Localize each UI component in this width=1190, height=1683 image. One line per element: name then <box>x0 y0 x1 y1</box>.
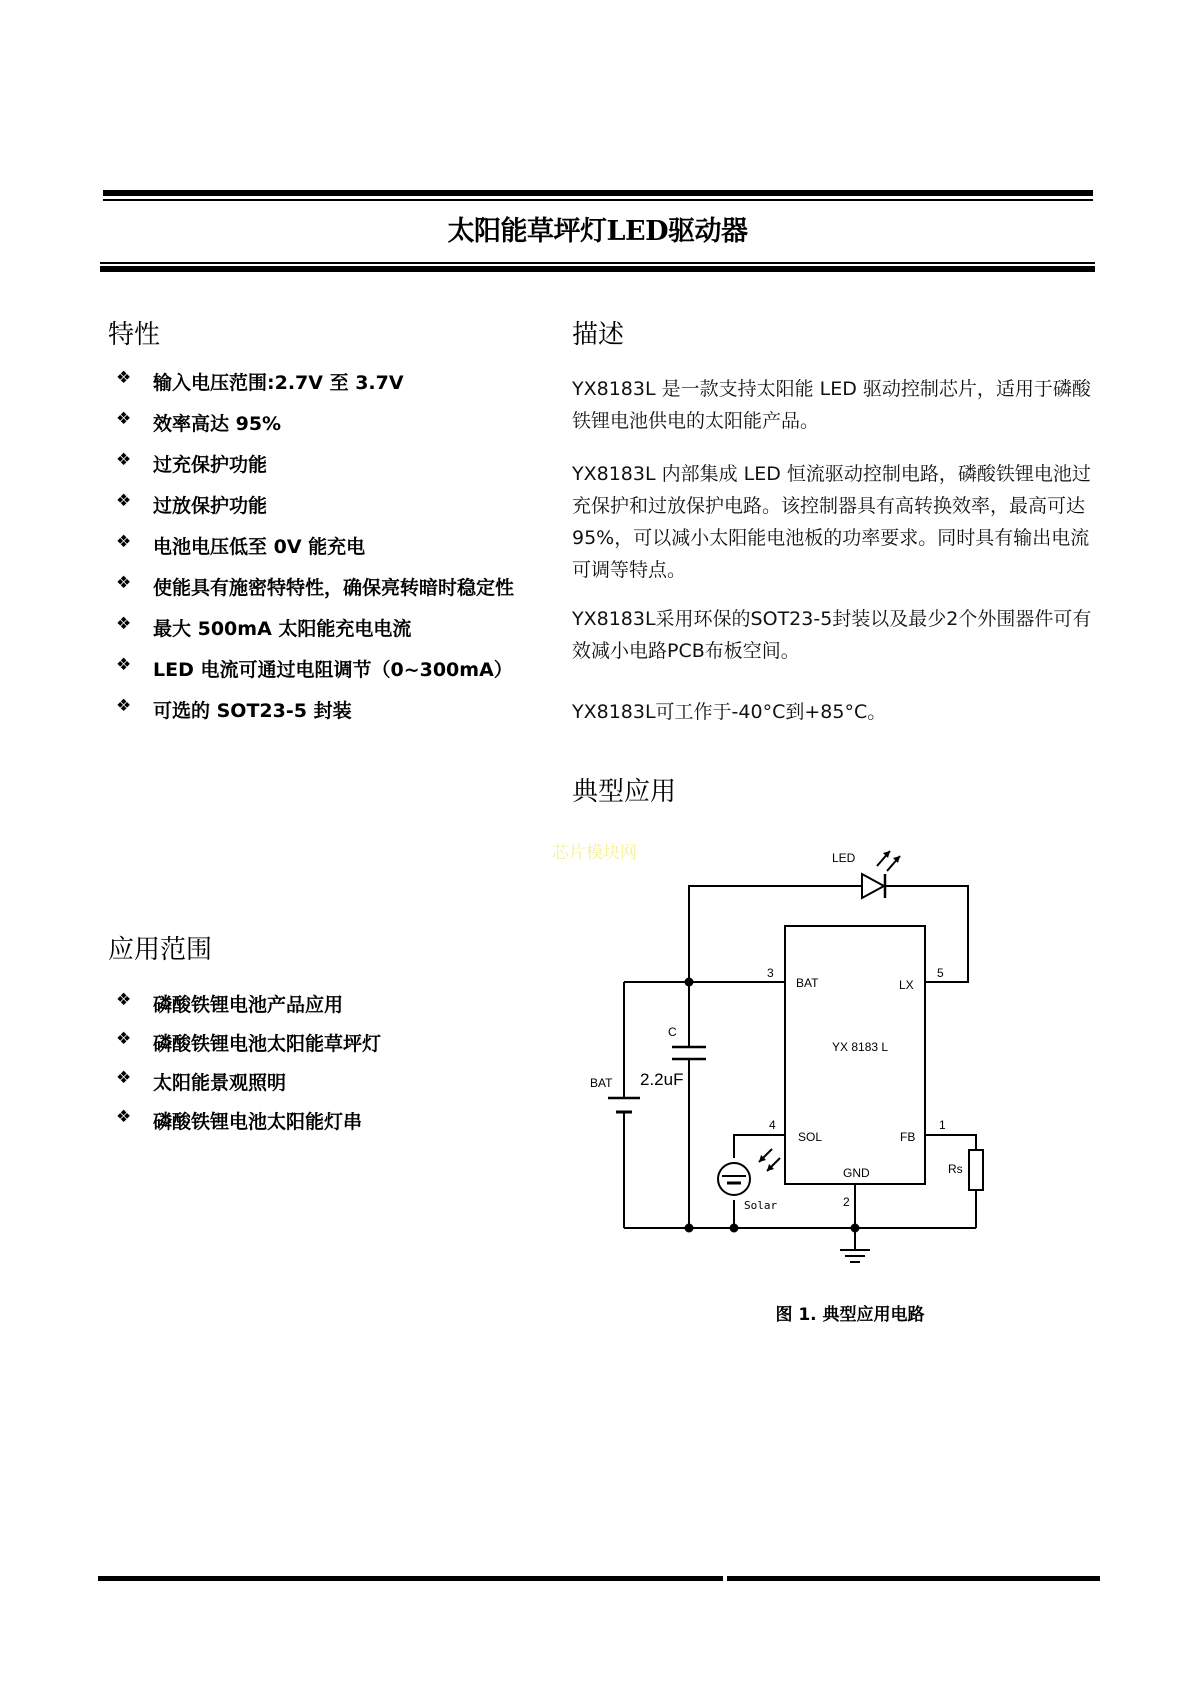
bullet-diamond-icon: ❖ <box>116 1107 132 1127</box>
figure-caption: 图 1. 典型应用电路 <box>775 1305 925 1325</box>
bullet-diamond-icon: ❖ <box>116 573 132 593</box>
solar-label: Solar <box>744 1199 778 1212</box>
junction-dot <box>685 1224 694 1233</box>
bullet-diamond-icon: ❖ <box>116 696 132 716</box>
sol-wire <box>734 1135 785 1158</box>
list-item: ❖ 最大 500mA 太阳能充电电流 <box>116 614 412 640</box>
footer-rule-left <box>98 1576 723 1581</box>
document-title: 太阳能草坪灯LED驱动器 <box>447 216 748 247</box>
pin-number-4: 4 <box>769 1118 776 1132</box>
bullet-diamond-icon: ❖ <box>116 368 132 388</box>
junction-dot <box>730 1224 739 1233</box>
applications-heading: 应用范围 <box>108 935 213 965</box>
features-heading: 特性 <box>108 320 161 350</box>
led-label: LED <box>832 851 856 865</box>
led-wire <box>689 886 968 982</box>
bullet-diamond-icon: ❖ <box>116 655 132 675</box>
watermark: 芯片模块网 <box>552 843 637 863</box>
footer-rule-right <box>727 1576 1100 1581</box>
pin-fb-label: FB <box>900 1130 916 1144</box>
pin-number-2: 2 <box>843 1195 850 1209</box>
chip-name-label: YX 8183 L <box>832 1040 889 1054</box>
description-paragraph: YX8183L 是一款支持太阳能 LED 驱动控制芯片，适用于磷酸铁锂电池供电的太阳能产品。 <box>572 378 1091 432</box>
bullet-diamond-icon: ❖ <box>116 1068 132 1088</box>
description-paragraph: YX8183L 内部集成 LED 恒流驱动控制电路，磷酸铁锂电池过充保护和过放保护电路。该控制器具有高转换效率，最高可达 95%，可以减小太阳能电池板的功率要求。同时具有输出电流可调等特点。 <box>572 463 1091 581</box>
solar-cell-icon <box>718 1163 750 1195</box>
description-paragraph: YX8183L可工作于-40°C到+85°C。 <box>572 701 887 723</box>
list-item: ❖ LED 电流可通过电阻调节（0~300mA） <box>116 655 513 681</box>
fb-wire <box>925 1135 976 1150</box>
list-item: ❖ 电池电压低至 0V 能充电 <box>116 532 366 558</box>
bullet-diamond-icon: ❖ <box>116 614 132 634</box>
list-item: ❖ 过放保护功能 <box>116 491 268 517</box>
pin-number-5: 5 <box>937 966 944 980</box>
bullet-diamond-icon: ❖ <box>116 450 132 470</box>
description-paragraph: YX8183L采用环保的SOT23-5封装以及最少2个外围器件可有效减小电路PCB布板空间。 <box>572 608 1092 662</box>
chip-body <box>785 926 925 1184</box>
pin-number-1: 1 <box>939 1118 946 1132</box>
bullet-diamond-icon: ❖ <box>116 409 132 429</box>
list-item: ❖ 磷酸铁锂电池产品应用 <box>116 990 344 1016</box>
typical-application-heading: 典型应用 <box>572 777 677 807</box>
pin-lx-label: LX <box>899 978 914 992</box>
ground-symbol-icon <box>840 1250 870 1262</box>
bullet-diamond-icon: ❖ <box>116 491 132 511</box>
junction-dot <box>851 1224 860 1233</box>
list-item: ❖ 使能具有施密特特性，确保亮转暗时稳定性 <box>116 573 515 599</box>
capacitor-label: C <box>668 1025 677 1039</box>
resistor-label: Rs <box>948 1162 963 1176</box>
pin-gnd-label: GND <box>843 1166 870 1180</box>
list-item: ❖ 太阳能景观照明 <box>116 1068 287 1094</box>
list-item: ❖ 效率高达 95% <box>116 409 282 435</box>
junction-dot <box>685 978 694 987</box>
bullet-diamond-icon: ❖ <box>116 990 132 1010</box>
battery-label: BAT <box>590 1076 613 1090</box>
list-item: ❖ 输入电压范围:2.7V 至 3.7V <box>116 368 404 394</box>
bullet-diamond-icon: ❖ <box>116 1029 132 1049</box>
list-item: ❖ 磷酸铁锂电池太阳能草坪灯 <box>116 1029 382 1055</box>
pin-sol-label: SOL <box>798 1130 823 1144</box>
pin-number-3: 3 <box>767 966 774 980</box>
resistor-rs <box>969 1150 983 1190</box>
led-diode-icon <box>862 874 885 898</box>
description-heading: 描述 <box>572 320 625 350</box>
list-item: ❖ 可选的 SOT23-5 封装 <box>116 696 352 722</box>
list-item: ❖ 磷酸铁锂电池太阳能灯串 <box>116 1107 363 1133</box>
pin-bat-label: BAT <box>796 976 819 990</box>
list-item: ❖ 过充保护功能 <box>116 450 268 476</box>
capacitor-value: 2.2uF <box>640 1070 684 1089</box>
bullet-diamond-icon: ❖ <box>116 532 132 552</box>
